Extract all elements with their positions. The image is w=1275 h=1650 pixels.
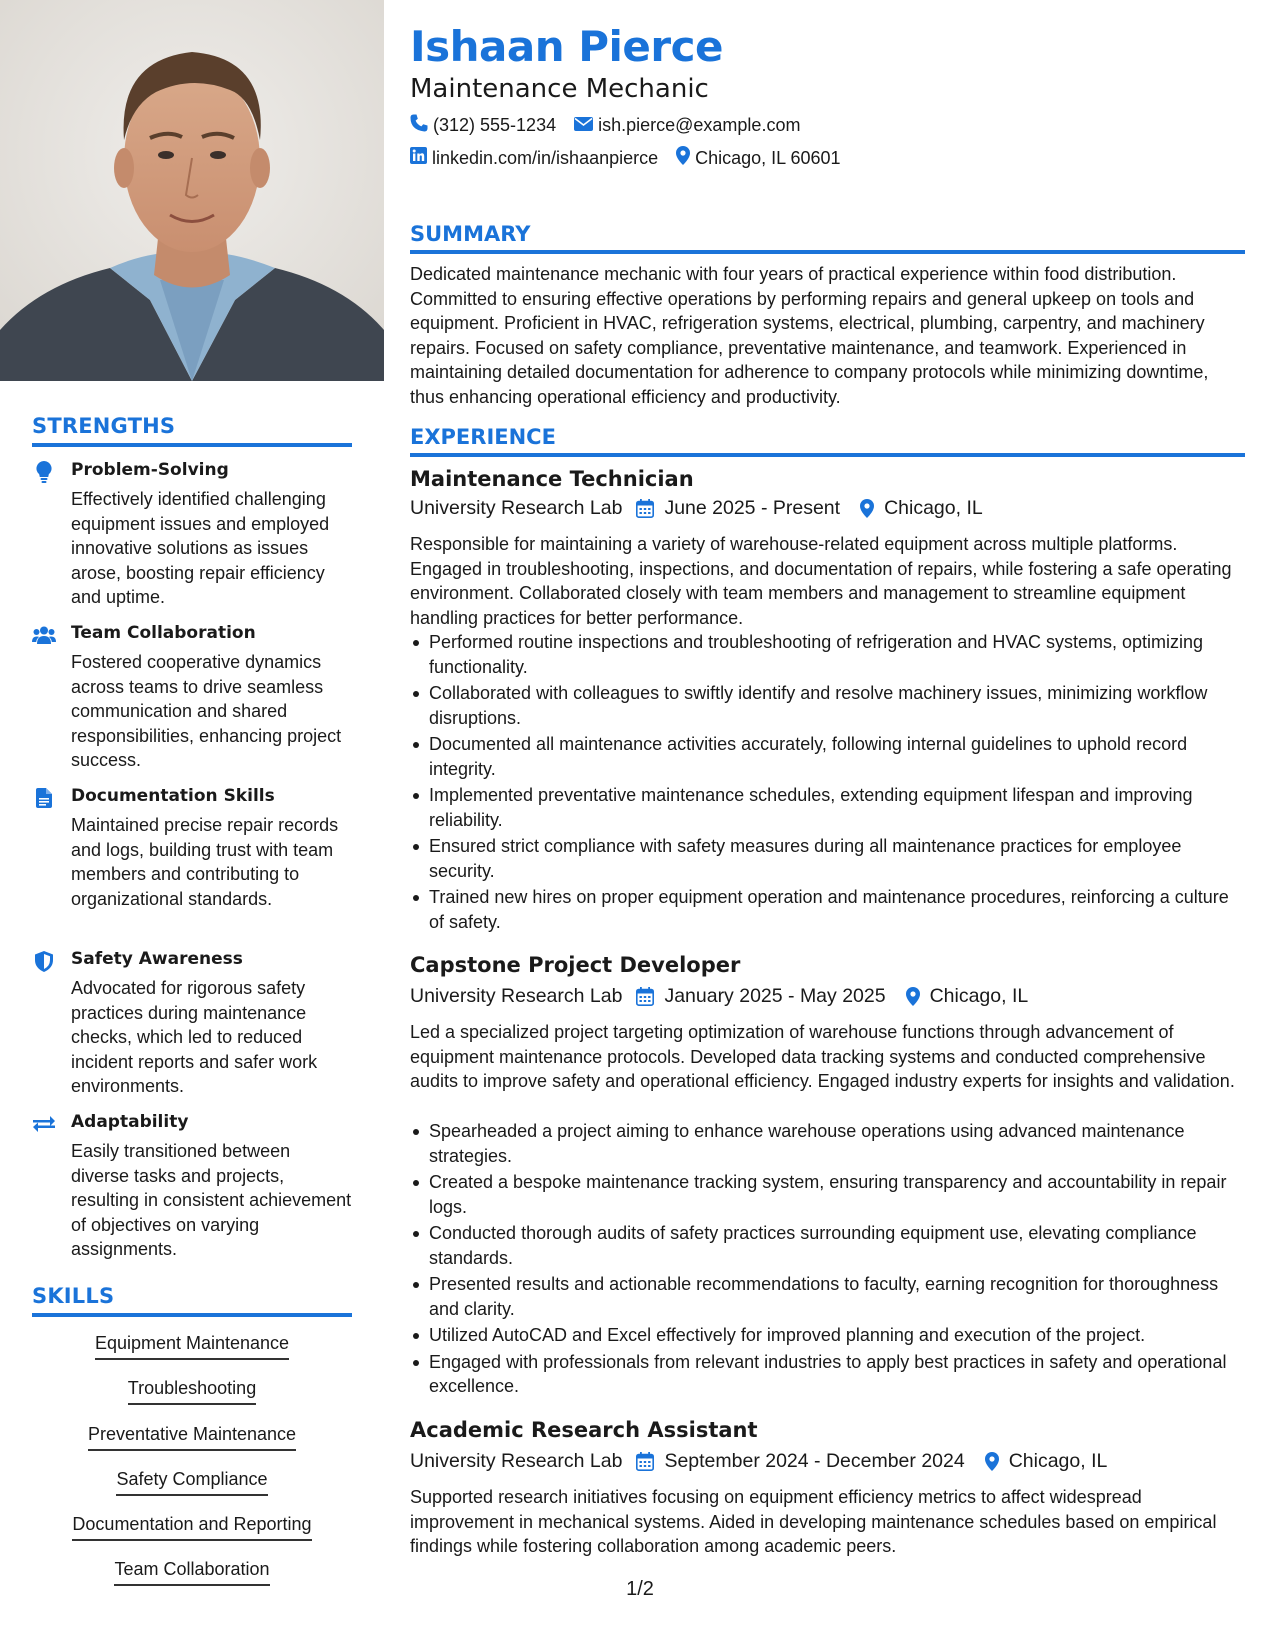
calendar-icon: [636, 987, 654, 1006]
location-text: Chicago, IL 60601: [695, 147, 841, 168]
sidebar: [0, 0, 384, 1650]
summary-heading: SUMMARY: [410, 222, 1245, 254]
profile-photo: [0, 0, 384, 381]
job-bullets: [410, 1119, 1245, 1401]
strength-title: Problem-Solving: [71, 460, 229, 480]
linkedin-contact[interactable]: [410, 147, 658, 169]
bullet-item: Performed routine inspections and troubleshooting of refrigeration and HVAC systems, optimizing functionality.: [410, 630, 1245, 679]
job-description: Supported research initiatives focusing on equipment efficiency metrics to affect widespread improvement in mechanical systems. Aided in developing maintenance schedules based on empirical findings while fostering collaboration among academic peers.: [410, 1487, 1217, 1556]
bullet-item: Created a bespoke maintenance tracking system, ensuring transparency and accountability in repair logs.: [410, 1170, 1245, 1219]
bullet-item: Engaged with professionals from relevant industries to apply best practices in safety and operational excellence.: [410, 1350, 1245, 1399]
experience-heading: EXPERIENCE: [410, 425, 1245, 457]
skill-tag: [32, 1333, 352, 1360]
page-number: 1/2: [626, 1578, 654, 1600]
calendar-icon: [636, 1452, 654, 1471]
document-icon: [32, 786, 56, 810]
job-org: University Research Lab: [410, 497, 623, 519]
strength-desc: Fostered cooperative dynamics across teams to drive seamless communication and shared responsibilities, enhancing project success.: [71, 652, 342, 770]
job-org: University Research Lab: [410, 985, 623, 1007]
skills-heading: SKILLS: [32, 1284, 352, 1317]
linkedin-text[interactable]: linkedin.com/in/ishaanpierce: [432, 147, 659, 168]
strength-title: Safety Awareness: [71, 949, 243, 969]
bullet-item: Implemented preventative maintenance schedules, extending equipment lifespan and improving reliability.: [410, 783, 1245, 832]
job-org: University Research Lab: [410, 1450, 623, 1472]
job-bullets: [410, 630, 1245, 936]
strength-desc: Easily transitioned between diverse tasks and projects, resulting in consistent achievement of objectives on varying assignments.: [71, 1141, 352, 1259]
candidate-name: Ishaan Pierce: [410, 22, 723, 71]
skill-label: Preventative Maintenance: [88, 1424, 296, 1451]
job-description: Led a specialized project targeting optimization of warehouse functions through advancement of equipment maintenance protocols. Developed data tracking systems and conducted comprehensive audits to improve safety and operational efficiency. Engaged industry experts for insights and validation.: [410, 1022, 1235, 1091]
job-location: Chicago, IL: [929, 985, 1029, 1007]
map-pin-icon: [676, 146, 690, 170]
phone-contact: [410, 114, 556, 137]
skill-label: Team Collaboration: [114, 1559, 269, 1586]
shield-icon: [32, 949, 56, 973]
phone-text: (312) 555-1234: [433, 115, 557, 135]
job-meta: [410, 497, 983, 520]
skill-tag: [32, 1469, 352, 1496]
bullet-item: Spearheaded a project aiming to enhance warehouse operations using advanced maintenance strategies.: [410, 1119, 1245, 1168]
strength-desc: Advocated for rigorous safety practices during maintenance checks, which led to reduced incident reports and safer work environments.: [71, 978, 318, 1096]
bullet-item: Trained new hires on proper equipment operation and maintenance procedures, reinforcing a culture of safety.: [410, 885, 1245, 934]
strength-desc: Effectively identified challenging equipment issues and employed innovative solutions as issues arose, boosting repair efficiency and uptime.: [71, 489, 330, 607]
job-dates: September 2024 - December 2024: [664, 1450, 965, 1472]
map-pin-icon: [860, 499, 874, 518]
job-dates: June 2025 - Present: [664, 497, 841, 519]
job-title: Capstone Project Developer: [410, 953, 741, 977]
skill-label: Safety Compliance: [116, 1469, 267, 1496]
job-meta: [410, 1450, 1107, 1473]
strength-desc: Maintained precise repair records and logs, building trust with team members and contributing to organizational standards.: [71, 815, 339, 909]
strengths-heading: STRENGTHS: [32, 414, 352, 447]
exchange-arrows-icon: [32, 1112, 56, 1136]
bullet-item: Collaborated with colleagues to swiftly identify and resolve machinery issues, minimizing workflow disruptions.: [410, 681, 1245, 730]
job-meta: [410, 985, 1028, 1008]
email-text[interactable]: ish.pierce@example.com: [598, 115, 801, 135]
job-location: Chicago, IL: [884, 497, 983, 519]
email-contact[interactable]: [574, 115, 800, 136]
skill-tag: [32, 1424, 352, 1451]
skill-tag: [32, 1559, 352, 1586]
contact-row-2: [410, 146, 841, 170]
bullet-item: Ensured strict compliance with safety measures during all maintenance practices for employee security.: [410, 834, 1245, 883]
linkedin-icon: [410, 147, 427, 169]
skill-label: Documentation and Reporting: [72, 1514, 311, 1541]
skill-tag: [32, 1378, 352, 1405]
job-description: Responsible for maintaining a variety of warehouse-related equipment across multiple platforms. Engaged in troubleshooting, inspections, and documentation of repairs, while fostering a safe operating environment. Collaborated closely with team members and management to streamline equipment handling practices for better performance.: [410, 534, 1232, 628]
strength-title: Team Collaboration: [71, 623, 256, 643]
users-icon: [32, 623, 56, 647]
calendar-icon: [636, 499, 654, 518]
job-location: Chicago, IL: [1008, 1450, 1108, 1472]
strength-title: Documentation Skills: [71, 786, 275, 806]
envelope-icon: [574, 115, 593, 136]
map-pin-icon: [985, 1452, 999, 1471]
bullet-item: Presented results and actionable recommendations to faculty, earning recognition for thoroughness and clarity.: [410, 1272, 1245, 1321]
bullet-item: Conducted thorough audits of safety practices surrounding equipment use, elevating compliance standards.: [410, 1221, 1245, 1270]
candidate-title: Maintenance Mechanic: [410, 74, 709, 104]
lightbulb-icon: [32, 460, 56, 484]
location-contact: [676, 146, 840, 170]
contact-row: [410, 114, 800, 137]
skill-tag: [32, 1514, 352, 1541]
skill-label: Troubleshooting: [128, 1378, 256, 1405]
skill-label: Equipment Maintenance: [95, 1333, 289, 1360]
phone-icon: [410, 114, 428, 137]
job-dates: January 2025 - May 2025: [664, 985, 886, 1007]
job-title: Maintenance Technician: [410, 467, 694, 491]
bullet-item: Utilized AutoCAD and Excel effectively for improved planning and execution of the project.: [410, 1323, 1245, 1348]
map-pin-icon: [906, 987, 920, 1006]
bullet-item: Documented all maintenance activities accurately, following internal guidelines to uphold record integrity.: [410, 732, 1245, 781]
summary-text: Dedicated maintenance mechanic with four years of practical experience within food distribution. Committed to ensuring effective operations by performing repairs and general upkeep on tools and equipment. Proficient in HVAC, refrigeration systems, electrical, plumbing, carpentry, and machinery repairs. Focused on safety compliance, preventative maintenance, and teamwork. Experienced in maintaining detailed documentation for adherence to company protocols while minimizing downtime, thus enhancing operational efficiency and productivity.: [410, 264, 1209, 407]
job-title: Academic Research Assistant: [410, 1418, 758, 1442]
strength-title: Adaptability: [71, 1112, 189, 1132]
